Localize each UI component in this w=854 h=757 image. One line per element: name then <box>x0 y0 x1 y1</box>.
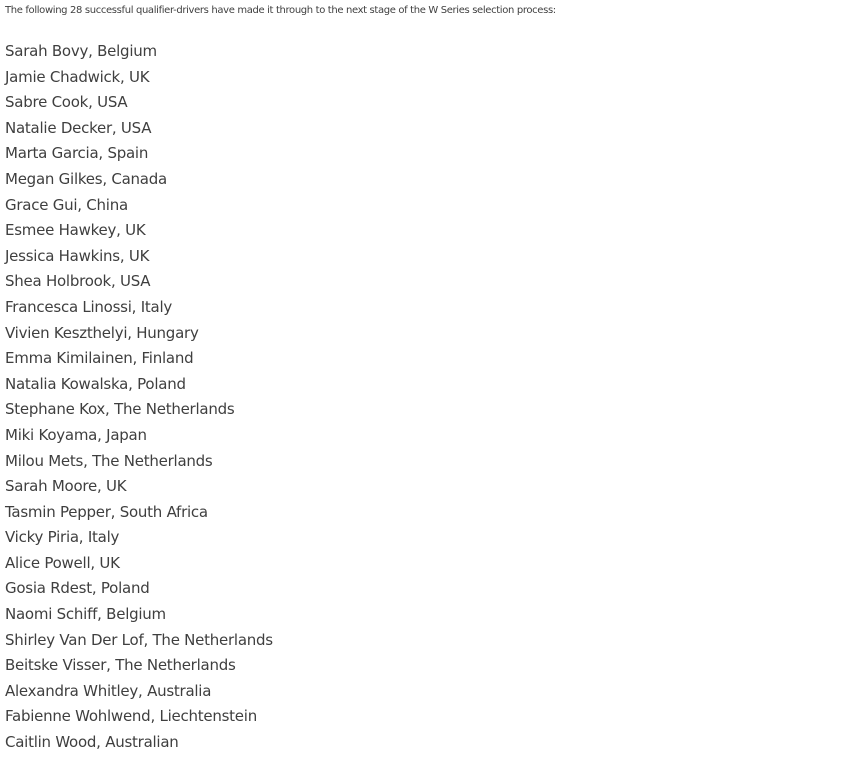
driver-item: Marta Garcia, Spain <box>5 144 149 163</box>
driver-list <box>5 40 273 757</box>
driver-item: Fabienne Wohlwend, Liechtenstein <box>5 707 257 726</box>
driver-item: Naomi Schiff, Belgium <box>5 605 166 624</box>
driver-item: Jessica Hawkins, UK <box>5 246 150 265</box>
driver-item: Natalie Decker, USA <box>5 118 152 137</box>
driver-item: Sabre Cook, USA <box>5 93 128 112</box>
driver-item: Beitske Visser, The Netherlands <box>5 656 236 675</box>
driver-item: Caitlin Wood, Australian <box>5 733 179 752</box>
intro-paragraph: The following 28 successful qualifier-drivers have made it through to the next stage of the W Series selection process: <box>5 5 556 16</box>
driver-item: Francesca Linossi, Italy <box>5 297 172 316</box>
driver-item: Shirley Van Der Lof, The Netherlands <box>5 630 273 649</box>
driver-item: Emma Kimilainen, Finland <box>5 349 194 368</box>
article-body <box>5 0 854 752</box>
driver-item: Vicky Piria, Italy <box>5 528 120 547</box>
driver-item: Megan Gilkes, Canada <box>5 169 167 188</box>
driver-item: Natalia Kowalska, Poland <box>5 374 186 393</box>
driver-item: Sarah Bovy, Belgium <box>5 42 157 60</box>
driver-item: Shea Holbrook, USA <box>5 272 151 291</box>
driver-item: Vivien Keszthelyi, Hungary <box>5 323 199 342</box>
driver-item: Jamie Chadwick, UK <box>5 67 150 86</box>
driver-item: Esmee Hawkey, UK <box>5 221 146 240</box>
driver-item: Miki Koyama, Japan <box>5 425 147 444</box>
driver-item: Milou Mets, The Netherlands <box>5 451 213 470</box>
driver-item: Sarah Moore, UK <box>5 477 127 496</box>
driver-item: Grace Gui, China <box>5 195 128 214</box>
driver-item: Alexandra Whitley, Australia <box>5 681 212 700</box>
driver-item: Gosia Rdest, Poland <box>5 579 150 598</box>
driver-item: Tasmin Pepper, South Africa <box>5 502 208 521</box>
driver-item: Alice Powell, UK <box>5 553 120 572</box>
driver-item: Stephane Kox, The Netherlands <box>5 400 235 419</box>
